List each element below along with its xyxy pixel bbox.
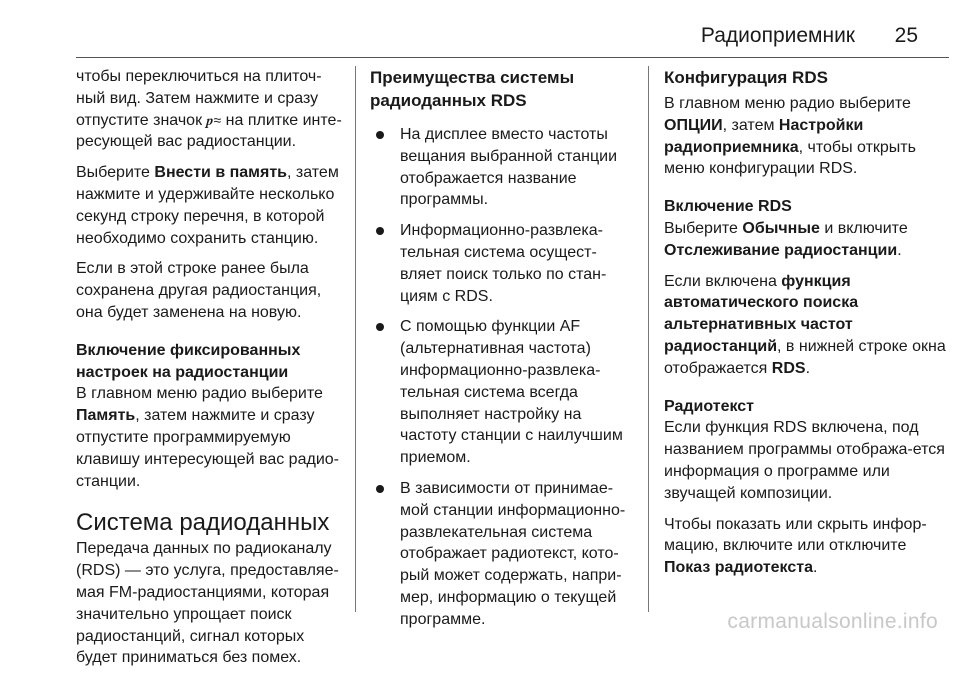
bullet-icon: [376, 485, 384, 493]
column-3: [664, 66, 948, 588]
paragraph: [76, 66, 346, 153]
paragraph: Если в этой строке ранее была сохранена другая радиостанция, она будет заменена на новую.: [76, 260, 322, 321]
text: В зависимости от принимае-мой станции информационно-развлекательная система отображает радиотекст, кото-рый может содержать, напри-мер, информацию о текущей программе.: [400, 479, 626, 628]
bullet-icon: [376, 323, 384, 331]
text: Чтобы показать или скрыть инфор-мацию, включите или отключите: [664, 515, 927, 555]
menu-term: Обычные: [742, 219, 820, 237]
menu-term: Внести в память: [154, 164, 287, 182]
list-item: [370, 478, 634, 631]
column-heading: Преимущества системы радиоданных RDS: [370, 68, 575, 110]
page-number: 25: [894, 24, 918, 47]
menu-term: Память: [76, 407, 136, 425]
text: Информационно-развлека-тельная система осущест-вляет поиск только по стан-циям с RDS.: [400, 222, 607, 305]
section-heading: Система радиоданных: [76, 509, 330, 537]
paragraph: [76, 162, 346, 249]
text: В главном меню радио выберите: [76, 385, 323, 403]
text: Выберите: [664, 219, 743, 237]
bullet-list: [370, 124, 634, 631]
menu-term: ОПЦИИ: [664, 116, 723, 134]
paragraph: [664, 514, 948, 579]
header-rule: [76, 57, 949, 58]
text: .: [812, 559, 818, 577]
paragraph: [76, 383, 346, 492]
page-header: [0, 0, 960, 56]
paragraph: Передача данных по радиоканалу (RDS) — это услуга, предоставляе-мая FM-радиостанциями, которая значительно упрощает поиск радиостанций, сигнал которых будет приниматься без помех.: [76, 540, 339, 667]
menu-term: Показ радиотекста: [664, 559, 813, 577]
paragraph: [664, 93, 948, 180]
text: , в нижней строке окна отображается: [664, 337, 946, 377]
text: С помощью функции AF (альтернативная частота) информационно-развлека-тельная система всегда выполняет настройку на частоту станции с наилучшим приемом.: [400, 318, 623, 467]
column-2: [370, 66, 634, 640]
list-item: [370, 220, 634, 307]
bullet-icon: [376, 227, 384, 235]
page-title: Радиоприемник: [700, 24, 855, 47]
text: Если включена: [664, 272, 782, 290]
menu-term: функция автоматического поиска альтернативных частот радиостанций: [664, 272, 859, 355]
menu-term: Отслеживание радиостанции: [664, 241, 898, 259]
column-heading: Конфигурация RDS: [664, 68, 828, 87]
text: На дисплее вместо частоты вещания выбранной станции отображается название программы.: [400, 126, 617, 209]
text: .: [897, 241, 902, 259]
fm-radio-icon: 𝆏≈: [206, 111, 222, 128]
text: , чтобы открыть меню конфигурации RDS.: [664, 138, 916, 178]
paragraph: [664, 271, 948, 380]
text: Выберите: [76, 164, 155, 182]
column-divider: [648, 66, 649, 612]
subheading: Включение RDS: [664, 198, 792, 216]
subheading: Радиотекст: [664, 397, 754, 415]
text: чтобы переключиться на плиточ-ный вид. Затем нажмите и сразу отпустите значок: [76, 68, 322, 129]
text: В главном меню радио выберите: [664, 95, 911, 112]
subheading: Включение фиксированных настроек на радиостанции: [76, 341, 301, 381]
watermark: carmanualsonline.info: [727, 610, 938, 633]
text: , затем: [722, 116, 779, 134]
menu-term: RDS: [771, 359, 806, 377]
text: .: [805, 359, 811, 377]
list-item: [370, 316, 634, 469]
list-item: [370, 124, 634, 211]
paragraph: Если функция RDS включена, под названием программы отобража-ется информация о программе или звучащей композиции.: [664, 419, 945, 502]
menu-term: Настройки радиоприемника: [664, 116, 864, 156]
column-1: [76, 66, 346, 678]
text: и включите: [819, 219, 908, 237]
text: на плитке инте-ресующей вас радиостанции.: [76, 111, 342, 151]
text: , затем нажмите и сразу отпустите программируемую клавишу интересующей вас радио-станции.: [76, 407, 339, 490]
column-divider: [355, 66, 356, 612]
bullet-icon: [376, 131, 384, 139]
paragraph: [664, 218, 948, 262]
text: , затем нажмите и удерживайте несколько секунд строку перечня, в которой необходимо сохранить станцию.: [76, 164, 339, 247]
